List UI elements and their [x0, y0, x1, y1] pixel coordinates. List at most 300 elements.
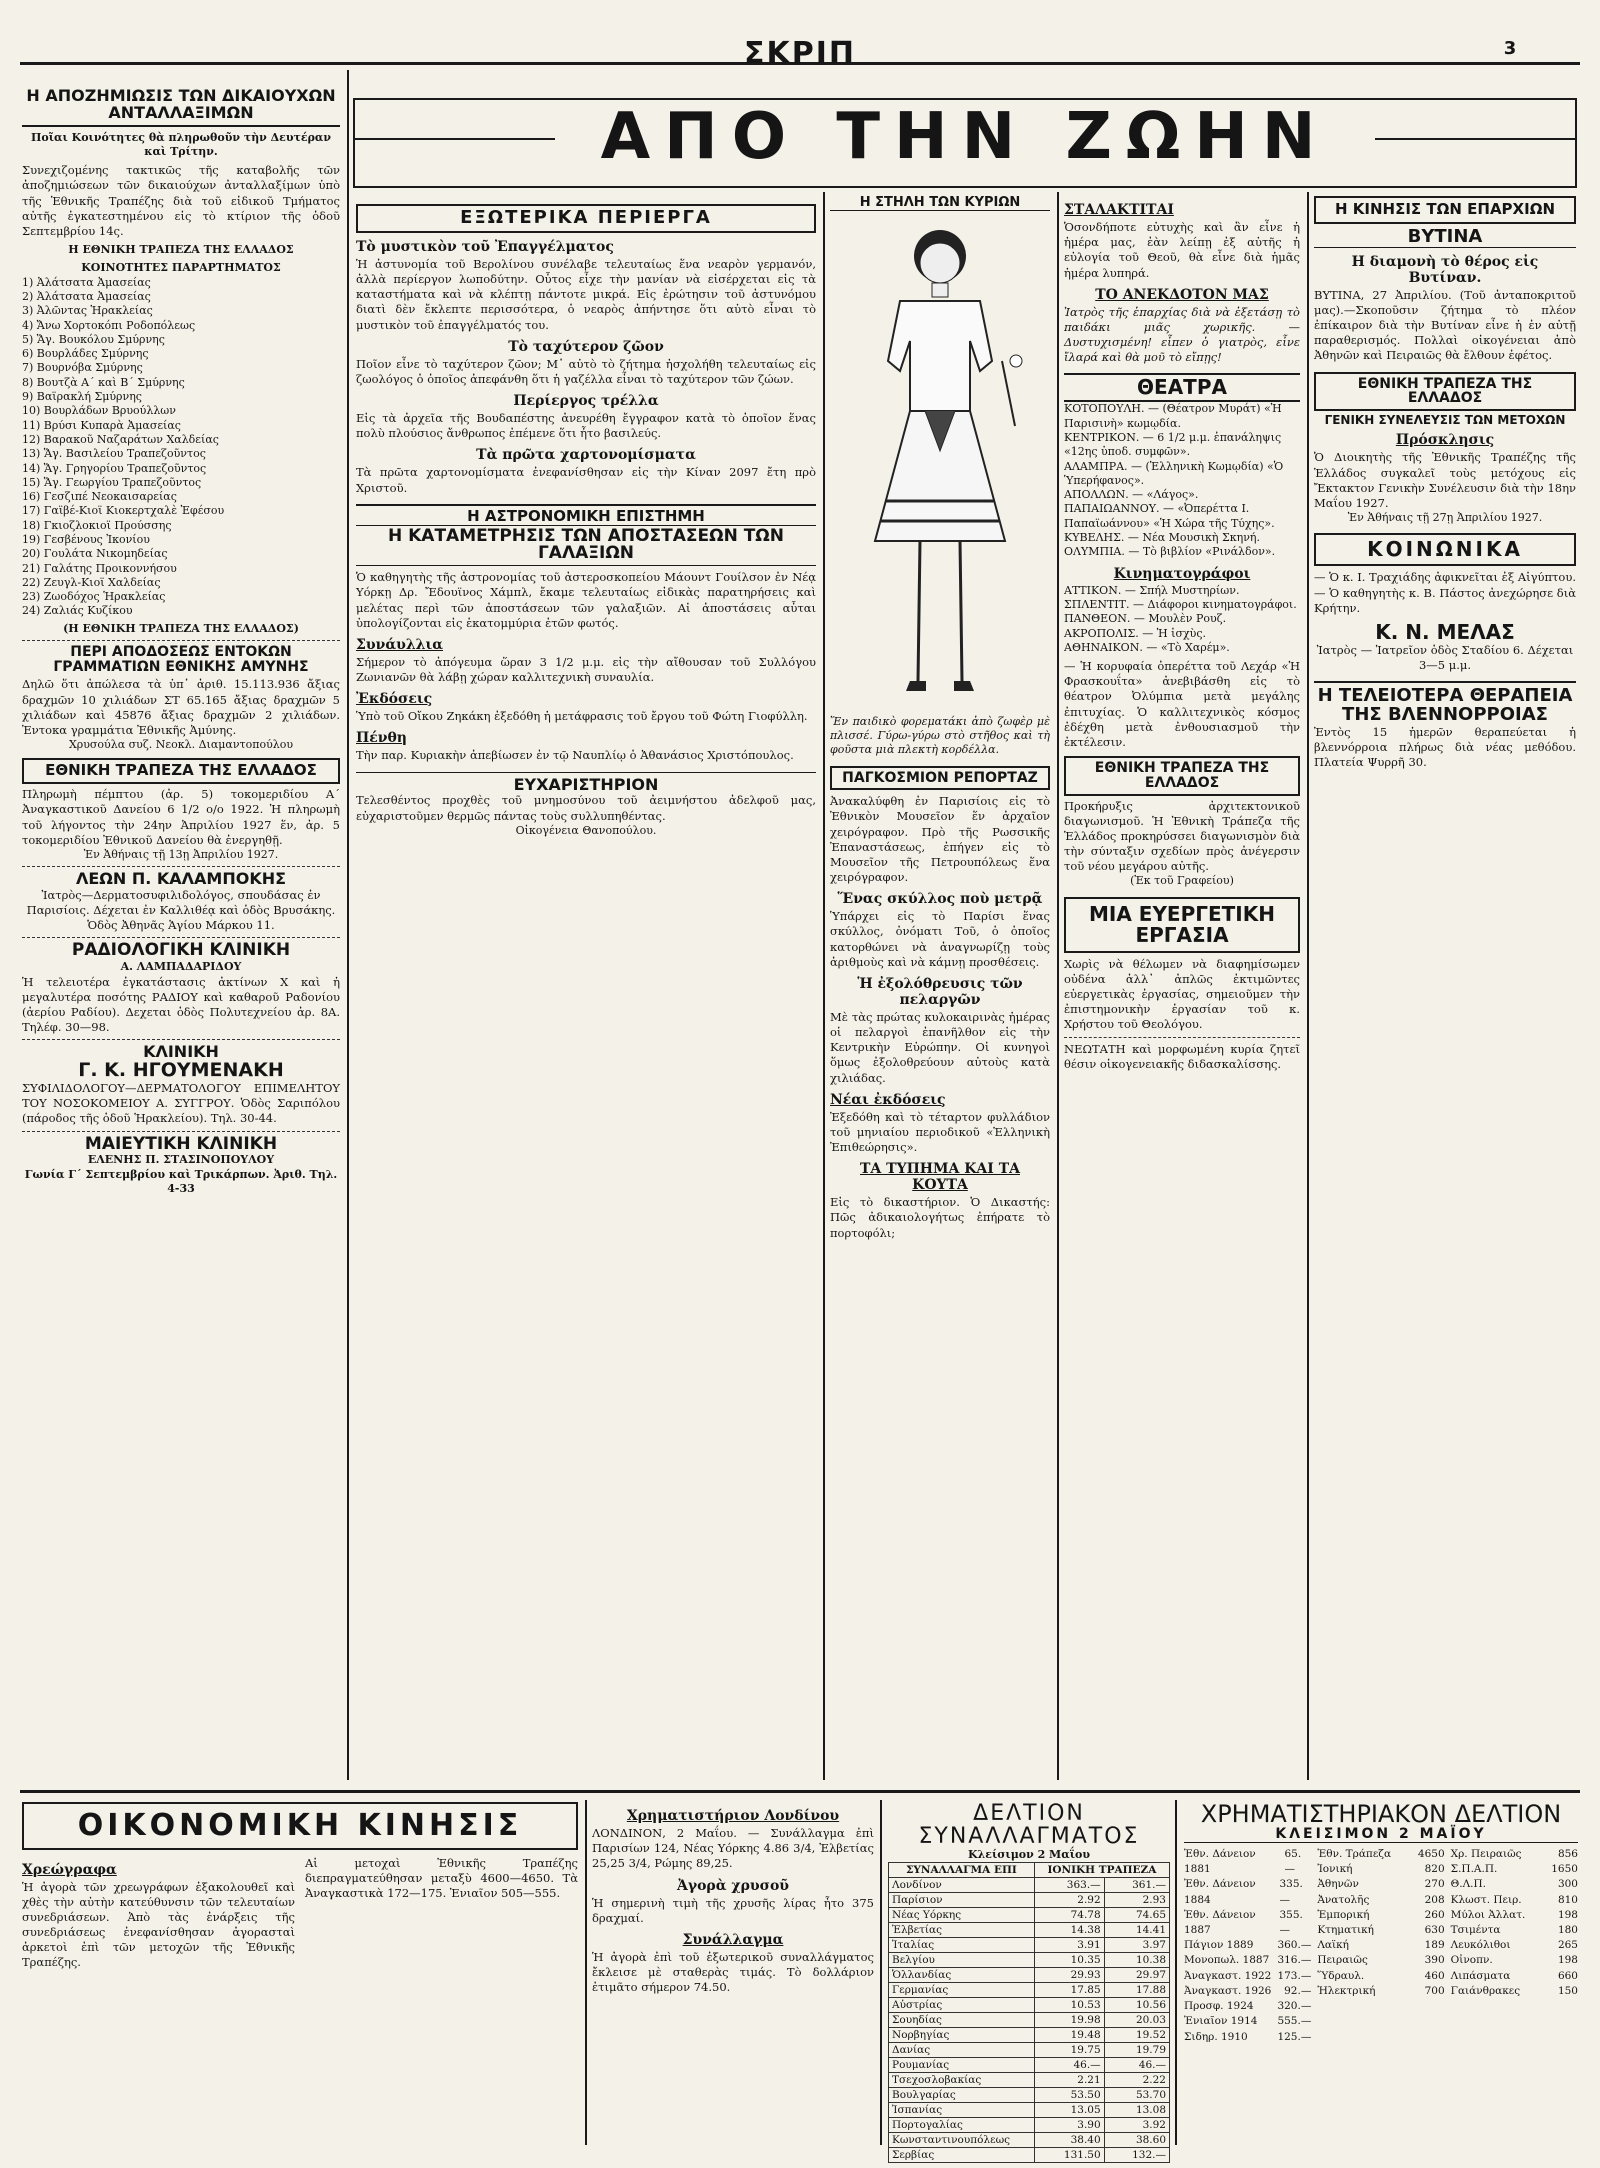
community-item: 4) Ἄνω Χορτοκόπι Ροδοπόλεως	[22, 318, 196, 332]
community-item: 3) Ἀλῶντας Ἡρακλείας	[22, 304, 153, 318]
dress-caption: Ἕν παιδικὸ φορεματάκι ἀπὸ ζωφὲρ μὲ πλισσέ. Γύρω-γύρω στὸ στῆθος καὶ τὴ φοῦστα μιὰ πλεκτὴ κορδέλλα.	[830, 714, 1050, 757]
stock-name: Ἀνατολῆς	[1317, 1893, 1370, 1906]
theatre-item: ΚΟΤΟΠΟΥΛΗ. — (Θέατρον Μυράτ) «Ἡ Παρισινὴ» κωμῳδία.	[1064, 402, 1282, 430]
theatres-list	[1064, 402, 1300, 559]
stock-price: 173.—	[1277, 1969, 1312, 1982]
fx-rate: 29.97	[1104, 1968, 1169, 1983]
jokes-title: ΤΑ ΤΥΠΗΜΑ ΚΑΙ ΤΑ ΚΟΥΤΑ	[860, 1161, 1020, 1194]
fx-currency: Ρουμανίας	[889, 2058, 1035, 2073]
fx-rate: 13.05	[1034, 2103, 1104, 2118]
stock-price: 316.—	[1277, 1954, 1312, 1967]
stock-name: Σ.Π.Α.Π.	[1450, 1863, 1498, 1876]
fx-currency: Τσεχοσλοβακίας	[889, 2073, 1035, 2088]
stock-name: Ἐθν. Δάνειον 1881	[1184, 1847, 1256, 1876]
curiosity-3-title: Περίεργος τρέλλα	[513, 393, 659, 410]
bottom-section-rule	[20, 1790, 1580, 1793]
fx-col-bank: ΙΟΝΙΚΗ ΤΡΑΠΕΖΑ	[1034, 1863, 1169, 1878]
stock-column	[1451, 1847, 1578, 2045]
radiology-clinic-title: ΡΑΔΙΟΛΟΓΙΚΗ ΚΛΙΝΙΚΗ	[71, 940, 291, 961]
communities-list	[22, 276, 340, 619]
fx-row	[889, 2118, 1170, 2133]
community-item: 24) Ζαλιάς Κυζίκου	[22, 604, 133, 618]
banner-line-right	[1375, 138, 1575, 140]
fx-row	[889, 2058, 1170, 2073]
curiosity-2-text: Ποῖον εἶνε τὸ ταχύτερον ζῶον; Μ᾽ αὐτὸ τὸ ζήτημα ἠσχολήθη τελευταίως εἰς ζωολόγος ὁ ὁποῖος ἀπεφάνθη ὅτι ἡ γαζέλλα εἶναι τὸ ταχύτερον τῶν ζώων.	[356, 356, 816, 386]
stock-price: 555.—	[1277, 2015, 1312, 2028]
fx-row	[889, 2133, 1170, 2148]
fx-row	[889, 1893, 1170, 1908]
stock-row	[1451, 1984, 1578, 1999]
fx-rate: 132.—	[1104, 2148, 1169, 2163]
fx-rate: 10.53	[1034, 1998, 1104, 2013]
fx-rate: 17.88	[1104, 1983, 1169, 1998]
bottom-rule-3	[1175, 1800, 1177, 2145]
fx-row	[889, 1998, 1170, 2013]
col-rule-4	[1307, 192, 1309, 1780]
world-report-heading: ΠΑΓΚΟΣΜΙΟΝ ΡΕΠΟΡΤΑΖ	[830, 766, 1050, 791]
stock-name: Κλωστ. Πειρ.	[1450, 1893, 1522, 1906]
stock-subheading: ΚΛΕΙΣΙΜΟΝ 2 ΜΑΪΟΥ	[1184, 1827, 1578, 1843]
community-item: 1) Ἀλάτσατα Ἀμασείας	[22, 275, 151, 289]
stalactites-text: Ὁσονδήποτε εὐτυχὴς καὶ ἂν εἶνε ἡ ἡμέρα μας, ἐὰν λείπῃ ἐξ αὐτῆς ἡ εὐλογία τοῦ Θεοῦ, θὰ εἶνε διὰ ἡμᾶς ἡμέρα λυπηρά.	[1064, 220, 1300, 280]
fx-rate: 14.38	[1034, 1923, 1104, 1938]
concerts-title: Συνάυλλια	[356, 636, 443, 653]
stock-price: 208	[1424, 1893, 1445, 1906]
shareholders-meeting-heading: ΓΕΝΙΚΗ ΣΥΝΕΛΕΥΣΙΣ ΤΩΝ ΜΕΤΟΧΩΝ	[1324, 412, 1566, 427]
fx-currency: Νέας Υόρκης	[889, 1908, 1035, 1923]
stock-row	[1451, 1877, 1578, 1892]
cinemas-list	[1064, 584, 1300, 655]
curiosity-2-title: Τὸ ταχύτερον ζῶον	[508, 338, 664, 355]
stock-row	[1184, 1953, 1311, 1968]
stock-name: Ἐθν. Τράπεζα	[1317, 1847, 1392, 1860]
column-1	[22, 88, 340, 1196]
thanks-heading: ΕΥΧΑΡΙΣΤΗΡΙΟΝ	[356, 772, 816, 794]
life-banner	[353, 98, 1577, 188]
theatres-heading: ΘΕΑΤΡΑ	[1064, 373, 1300, 402]
stock-row	[1317, 1877, 1444, 1892]
fx-rate: 10.38	[1104, 1953, 1169, 1968]
stock-heading: ΧΡΗΜΑΤΙΣΤΗΡΙΑΚΟΝ ΔΕΛΤΙΟΝ	[1200, 1800, 1562, 1828]
fx-rate: 20.03	[1104, 2013, 1169, 2028]
radiology-clinic-text: Ἡ τελειοτέρα ἐγκατάστασις ἀκτίνων Χ καὶ ἡ μεγαλυτέρα ποσότης ΡΑΔΙΟΥ καὶ καθαροῦ Ραδονίου (ἀερίου Ραδίου). Δεχεται ὁδὸς Πολυτεχνείου ἀρ. 8Α. Τηλέφ. 30—98.	[22, 974, 340, 1035]
community-item: 16) Γεσζιπέ Νεοκαισαρείας	[22, 490, 177, 504]
stock-price: 300	[1557, 1878, 1578, 1891]
fx-rate: 19.75	[1034, 2043, 1104, 2058]
stock-price: 360.—	[1277, 1939, 1312, 1952]
stock-row	[1317, 1908, 1444, 1923]
stock-column	[1317, 1847, 1444, 2045]
fx-currency: Ἐλβετίας	[889, 1923, 1035, 1938]
fx-currency: Κωνσταντινουπόλεως	[889, 2133, 1035, 2148]
fx-rate: 131.50	[1034, 2148, 1104, 2163]
tutor-ad-text: ΝΕΩΤΑΤΗ καὶ μορφωμένη κυρία ζητεῖ θέσιν οἰκογενειακῆς διδασκαλίσσης.	[1064, 1041, 1300, 1071]
fx-rate: 13.08	[1104, 2103, 1169, 2118]
column-4	[1064, 196, 1300, 1072]
fx-row	[889, 1983, 1170, 1998]
stock-price: 335.—	[1279, 1878, 1303, 1906]
london-exchange-title: Χρηματιστήριον Λονδίνου	[626, 1808, 840, 1824]
exchange-text: Ἡ ἀγορὰ ἐπὶ τοῦ ἐξωτερικοῦ συναλλάγματος ἔκλεισε μὲ σταθερὰς τιμάς. Τὸ δολλάριον ἐτιμᾶτο σήμερον 74.50.	[592, 1949, 874, 1995]
bottom-rule-2	[880, 1800, 882, 2145]
stock-row	[1451, 1969, 1578, 1984]
stock-price: 65.—	[1284, 1847, 1302, 1876]
galaxies-text: Ὁ καθηγητὴς τῆς ἀστρονομίας τοῦ ἀστεροσκοπείου Μάουντ Γουίλσον ἐν Νέᾳ Υόρκῃ Δρ. Ἔδουϊνος Χάμπλ, ἔκαμε τελευταίως εἰδικὰς παρατηρήσεις καὶ μελέτας περὶ τῶν ἀποστάσεων τῶν γαλαξιῶν. Αἱ ἀποστάσεις αὗται ὑπολογίζονται εἰς ἑκατομμύρια ἐτῶν φωτός.	[356, 570, 816, 630]
maternity-clinic-name: ΕΛΕΝΗΣ Π. ΣΤΑΣΙΝΟΠΟΥΛΟΥ	[87, 1153, 275, 1167]
stock-row	[1451, 1938, 1578, 1953]
cinema-item: ΑΘΗΝΑΙΚΟΝ. — «Τὸ Χαρέμ».	[1064, 640, 1230, 654]
stock-name: Ἐθν. Δάνειον 1884	[1184, 1878, 1256, 1906]
stalactites-heading: ΣΤΑΛΑΚΤΙΤΑΙ	[1064, 202, 1174, 218]
theatre-item: ΚΕΝΤΡΙΚΟΝ. — 6 1/2 μ.μ. ἐπανάληψις «12ης ὑποδ. συμφῶν».	[1064, 430, 1282, 459]
stock-row	[1317, 1938, 1444, 1953]
national-bank-heading: ΕΘΝΙΚΗ ΤΡΑΠΕΖΑ ΤΗΣ ΕΛΛΑΔΟΣ	[22, 758, 340, 784]
economic-section	[22, 1802, 578, 1971]
theatre-item: ΑΠΟΛΛΩΝ. — «Λάγος».	[1064, 488, 1199, 502]
stock-row	[1184, 1908, 1311, 1938]
vytina-subheading: Η διαμονὴ τὸ θέρος εἰς Βυτίναν.	[1351, 253, 1539, 286]
stock-price: 260	[1424, 1908, 1445, 1921]
fx-currency: Παρίσιον	[889, 1893, 1035, 1908]
community-item: 6) Βουρλάδες Σμύρνης	[22, 347, 149, 361]
community-item: 22) Ζευγλ-Κιοϊ Χαλδείας	[22, 575, 161, 589]
mourning-text: Τὴν παρ. Κυριακὴν ἀπεβίωσεν ἐν τῷ Ναυπλίῳ ὁ Ἀθανάσιος Χριστόπουλος.	[356, 748, 794, 763]
jokes-text: Εἰς τὸ δικαστήριον. Ὁ Δικαστής: Πῶς ἀδικαιολογήτως ἐπήρατε τὸ πορτοφόλι;	[830, 1195, 1050, 1240]
fx-rate: 361.—	[1104, 1878, 1169, 1893]
invitation-heading: Πρόσκλησις	[1395, 432, 1495, 449]
stock-price: 265	[1557, 1939, 1578, 1952]
stock-row	[1317, 1862, 1444, 1877]
stock-name: Πειραιῶς	[1317, 1954, 1368, 1967]
counting-dog-text: Ὑπάρχει εἰς τὸ Παρίσι ἕνας σκύλλος, ὀνόματι Τοῦ, ὁ ὁποῖος κατορθώνει νὰ ἀναγνωρίζῃ τοὺς ἀριθμοὺς καὶ νὰ κάμνῃ προσθέσεις.	[830, 909, 1050, 969]
national-bank-tender-sign: (Ἐκ τοῦ Γραφείου)	[1130, 874, 1234, 888]
cinemas-heading: Κινηματογράφοι	[1113, 565, 1251, 582]
cinema-item: ΣΠΛΕΝΤΙΤ. — Διάφοροι κινηματογράφοι.	[1064, 597, 1297, 611]
astronomy-heading: Η ΑΣΤΡΟΝΟΜΙΚΗ ΕΠΙΣΤΗΜΗ	[467, 506, 705, 525]
gonorrhea-treatment-text: Ἐντὸς 15 ἡμερῶν θεραπεύεται ἡ βλεννόρροια πλήρως διὰ νέας μεθόδου. Πλατεία Ψυρρῆ 30.	[1314, 725, 1576, 770]
clinic-hegoumenaki-name: Γ. Κ. ΗΓΟΥΜΕΝΑΚΗ	[78, 1059, 284, 1082]
economic-heading: ΟΙΚΟΝΟΜΙΚΗ ΚΙΝΗΣΙΣ	[22, 1802, 578, 1850]
fx-currency: Σουηδίας	[889, 2013, 1035, 2028]
concerts-text: Σήμερον τὸ ἀπόγευμα ὥραν 3 1/2 μ.μ. εἰς τὴν αἴθουσαν τοῦ Συλλόγου Ζωνιανῶν θὰ λάβῃ χώραν καλλιτεχνικὴ συναυλία.	[356, 654, 816, 685]
clinic-hegoumenaki-text: ΣΥΦΙΛΙΔΟΛΟΓΟΥ—ΔΕΡΜΑΤΟΛΟΓΟΥ ΕΠΙΜΕΛΗΤΟΥ ΤΟΥ ΝΟΣΟΚΟΜΕΙΟΥ Α. ΣΥΓΓΡΟΥ. Ὁδὸς Σαριπόλου (πάροδος τῆς ὁδοῦ Ἡρακλείου). Τηλ. 30-44.	[22, 1081, 340, 1126]
community-item: 20) Γουλάτα Νικομηδείας	[22, 547, 168, 561]
fx-row	[889, 2043, 1170, 2058]
bonds-text: Δηλῶ ὅτι ἀπώλεσα τὰ ὑπ᾽ ἀριθ. 15.113.936 ἄξιας δραχμῶν 10 χιλιάδων ΣΤ 65.165 ἄξιας δραχμῶν 5 χιλιάδων καὶ 45876 ἄξιας δραχμῶν 2 χιλιάδων. Ἐντοκα γραμμάτια Ἐθνικῆς Ἀμύνης.	[22, 677, 340, 737]
stock-name: Πάγιον 1889	[1184, 1939, 1254, 1952]
fx-rate: 46.—	[1034, 2058, 1104, 2073]
theatre-item: ΠΑΠΑΙΩΑΝΝΟΥ. — «Ὀπερέττα Ι. Παπαϊωάννου» «Ἡ Χώρα τῆς Τύχης».	[1064, 502, 1275, 530]
cinema-item: ΑΤΤΙΚΟΝ. — Σπήλ Μυστηρίων.	[1064, 583, 1240, 597]
anecdote-text: Ἰατρὸς τῆς ἐπαρχίας διὰ νὰ ἐξετάσῃ τὸ παιδάκι μιᾶς χωρικῆς. — Δυστυχισμένη! εἶπεν ὁ γιατρὸς, εἶνε ἴλαρά καὶ θὰ μοῦ τὸ εἴπῃς!	[1064, 304, 1300, 365]
stock-name: Κτηματική	[1317, 1923, 1374, 1936]
fx-currency: Βελγίου	[889, 1953, 1035, 1968]
radiology-clinic-name: Α. ΛΑΜΠΑΔΑΡΙΔΟΥ	[120, 960, 242, 974]
fx-rate: 2.92	[1034, 1893, 1104, 1908]
fx-rate: 10.56	[1104, 1998, 1169, 2013]
gold-title: Ἀγορὰ χρυσοῦ	[676, 1877, 789, 1894]
stock-column	[1184, 1847, 1311, 2045]
maternity-clinic-text: Γωνία Γ΄ Σεπτεμβρίου καὶ Τρικάρπων. Ἀριθ. Τηλ. 4-33	[24, 1167, 338, 1195]
stock-price: 92.—	[1284, 1984, 1312, 1997]
national-bank-tender-heading: ΕΘΝΙΚΗ ΤΡΑΠΕΖΑ ΤΗΣ ΕΛΛΑΔΟΣ	[1064, 756, 1300, 795]
stock-name: Θ.Λ.Π.	[1450, 1878, 1487, 1891]
bottom-rule-1	[585, 1800, 587, 2145]
gonorrhea-treatment-heading: Η ΤΕΛΕΙΟΤΕΡΑ ΘΕΡΑΠΕΙΑ ΤΗΣ ΒΛΕΝΝΟΡΡΟΙΑΣ	[1314, 681, 1576, 725]
stock-price: 355.—	[1279, 1908, 1303, 1936]
stock-row	[1451, 1847, 1578, 1862]
new-editions-text: Ἐξεδόθη καὶ τὸ τέταρτον φυλλάδιον τοῦ μηνιαίου περιοδικοῦ «Ἑλληνικὴ Ἐπιθεώρησις».	[830, 1109, 1050, 1155]
maternity-clinic-title: ΜΑΙΕΥΤΙΚΗ ΚΛΙΝΙΚΗ	[84, 1133, 278, 1154]
securities-title: Χρεώγραφα	[22, 1861, 117, 1878]
stock-price: 180	[1557, 1923, 1578, 1936]
stock-name: Ἀθηνῶν	[1317, 1878, 1359, 1891]
column-2	[356, 204, 816, 838]
community-item: 11) Βρύσι Κυπαρὰ Ἀμασείας	[22, 418, 181, 432]
stock-name: Προσφ. 1924	[1184, 2000, 1254, 2013]
provinces-heading: Η ΚΙΝΗΣΙΣ ΤΩΝ ΕΠΑΡΧΙΩΝ	[1314, 196, 1576, 224]
stock-row	[1317, 1923, 1444, 1938]
thanks-text: Τελεσθέντος προχθὲς τοῦ μνημοσύνου τοῦ ἀειμνήστου ἀδελφοῦ μας, εὐχαριστοῦμεν θερμῶς πάντας τοὺς συλλυπηθέντας.	[356, 793, 816, 823]
community-item: 8) Βουτζὰ Α΄ καὶ Β΄ Σμύρνης	[22, 375, 185, 389]
fx-rate: 17.85	[1034, 1983, 1104, 1998]
fx-currency: Ἰσπανίας	[889, 2103, 1035, 2118]
stock-name: Ὕδραυλ.	[1317, 1969, 1365, 1982]
theatre-item: ΑΛΑΜΠΡΑ. — (Ἑλληνικὴ Κωμῳδία) «Ὁ Ὑπερήφανος».	[1064, 459, 1284, 487]
fx-rate: 3.91	[1034, 1938, 1104, 1953]
fx-rate: 19.52	[1104, 2028, 1169, 2043]
doctor-kalampokis-name: ΛΕΩΝ Π. ΚΑΛΑΜΠΟΚΗΣ	[75, 869, 287, 889]
cinema-item: ΑΚΡΟΠΟΛΙΣ. — Ἡ ἰσχὺς.	[1064, 626, 1206, 640]
curiosity-1-title: Τὸ μυστικὸν τοῦ Ἐπαγγέλματος	[356, 238, 614, 255]
fx-row	[889, 2028, 1170, 2043]
community-item: 10) Βουρλάδων Βρυούλλων	[22, 404, 176, 418]
stock-row	[1317, 1969, 1444, 1984]
fx-row	[889, 1938, 1170, 1953]
clinic-hegoumenaki-title: ΚΛΙΝΙΚΗ	[143, 1042, 219, 1062]
securities-text: Ἡ ἀγορὰ τῶν χρεωγράφων ἐξακολουθεῖ καὶ χθὲς τὴν αὐτὴν κατεύθυνσιν τῶν τελευταίων συνεδριάσεων. Ἀπὸ τὰς ἐνάρξεις τῆς συνεδριάσεως ἐνεφανίσθησαν ἀγορασταὶ ἀρκετοὶ ἐπὶ τῶν μετοχῶν τῆς Ἐθνικῆς Τραπέζης.	[22, 1879, 295, 1970]
fx-rate: 46.—	[1104, 2058, 1169, 2073]
stock-price: 700	[1424, 1984, 1445, 1997]
community-item: 7) Βουρνόβα Σμύρνης	[22, 361, 143, 375]
stock-row	[1184, 1847, 1311, 1877]
fx-rate: 3.92	[1104, 2118, 1169, 2133]
storks-title: Ἡ ἐξολόθρευσις τῶν πελαργῶν	[857, 975, 1023, 1008]
stock-row	[1184, 1999, 1311, 2014]
community-item: 9) Βαϊρακλή Σμύρνης	[22, 390, 142, 404]
fx-currency: Βουλγαρίας	[889, 2088, 1035, 2103]
fx-currency: Πορτογαλίας	[889, 2118, 1035, 2133]
national-bank-text: Πληρωμὴ πέμπτου (ἀρ. 5) τοκομεριδίου Α΄ Ἀναγκαστικοῦ Δανείου 6 1/2 ο/ο 1922. Ἡ πληρωμὴ τοῦ λήγοντος τὴν 24ην Ἀπριλίου 1927 ἕν, ἀρ. 5 τοκομεριδίου Ἐθνικοῦ Δανείου θὰ ἐνεργηθῇ.	[22, 787, 340, 847]
stock-row	[1451, 1893, 1578, 1908]
invitation-date: Ἐν Ἀθήναις τῇ 27ῃ Ἀπριλίου 1927.	[1347, 511, 1543, 525]
stock-row	[1317, 1847, 1444, 1862]
theatre-item: ΟΛΥΜΠΙΑ. — Τὸ βιβλίον «Ρινάλδον».	[1064, 545, 1276, 559]
stock-price: 856	[1557, 1847, 1578, 1860]
bonds-signature: Χρυσούλα συζ. Νεοκλ. Διαμαντοπούλου	[68, 738, 294, 752]
storks-text: Μὲ τὰς πρώτας κυλοκαιρινὰς ἡμέρας οἱ πελαργοὶ ἐπανῆλθον εἰς τὴν Κεντρικὴν Εὐρώπην. Οἱ κυνηγοὶ ὅμως ἐξολοθρεύουν αὐτοὺς κατὰ χιλιάδας.	[830, 1009, 1050, 1085]
fx-rate: 74.78	[1034, 1908, 1104, 1923]
stock-name: Ἐνιαῖον 1914	[1184, 2015, 1258, 2028]
stock-row	[1184, 1877, 1311, 1907]
stock-row	[1184, 2014, 1311, 2029]
fx-rate: 2.21	[1034, 2073, 1104, 2088]
fx-rate: 363.—	[1034, 1878, 1104, 1893]
column-3	[830, 196, 1050, 1241]
fx-rate: 19.98	[1034, 2013, 1104, 2028]
fx-currency: Δανίας	[889, 2043, 1035, 2058]
fx-col-place: ΣΥΝΑΛΛΑΓΜΑ ΕΠΙ	[889, 1863, 1035, 1878]
community-item: 14) Ἅγ. Γρηγορίου Τραπεζοῦντος	[22, 461, 207, 475]
community-item: 19) Γεσβένους Ἰκονίου	[22, 532, 150, 546]
fx-currency: Νορβηγίας	[889, 2028, 1035, 2043]
fx-row	[889, 2148, 1170, 2163]
stock-row	[1451, 1923, 1578, 1938]
galaxies-heading: Η ΚΑΤΑΜΕΤΡΗΣΙΣ ΤΩΝ ΑΠΟΣΤΑΣΕΩΝ ΤΩΝ ΓΑΛΑΞΙΩΝ	[356, 525, 816, 567]
world-report-text: Ἀνακαλύφθη ἐν Παρισίοις εἰς τὸ Ἐθνικὸν Μουσεῖον ἕν ἀρχαῖον χειρόγραφον. Πρὸ τῆς Ρωσσικῆς Ἐπαναστάσεως, ἐπήγεν εἰς τὸ Μουσεῖον τῆς Πετρουπόλεως ἕνα χειρόγραφον.	[830, 794, 1050, 885]
community-item: 23) Ζωοδόχος Ἡρακλείας	[22, 590, 166, 604]
invitation-text: Ὁ Διοικητὴς τῆς Ἐθνικῆς Τραπέζης τῆς Ἑλλάδος συγκαλεῖ τοὺς μετόχους εἰς Ἔκτακτον Γενικὴν Συνέλευσιν διὰ τὴν 18ην Μαΐου 1927.	[1314, 450, 1576, 510]
compensation-intro: Συνεχιζομένης τακτικῶς τῆς καταβολῆς τῶν ἀποζημιώσεων τῶν δικαιούχων ἀνταλλαξίμων ὑπὸ τῆς Ἐθνικῆς Τραπέζης διὰ τοῦ εἰδικοῦ Τμήματος αὐτῆς ἐγκατεστημένου εἰς τὸ κτίριον τῆς ὁδοῦ Σεπτεμβρίου 14ς.	[22, 163, 340, 238]
social-text: — Ὁ κ. Ι. Τραχιάδης ἀφικνεῖται ἐξ Αἰγύπτου. — Ὁ καθηγητὴς κ. Β. Πάστος ἀνεχώρησε διὰ Κρήτην.	[1314, 570, 1576, 615]
fx-rate: 2.22	[1104, 2073, 1169, 2088]
publications-text: Ὑπὸ τοῦ Οἴκου Ζηκάκη ἐξεδόθη ἡ μετάφρασις τοῦ ἔργου τοῦ Φώτη Γιοφύλλη.	[356, 709, 808, 724]
fx-row	[889, 1953, 1170, 1968]
fx-subheading: Κλείσιμον 2 Μαΐου	[968, 1848, 1090, 1862]
stock-name: Λιπάσματα	[1450, 1969, 1511, 1982]
fx-currency: Σερβίας	[889, 2148, 1035, 2163]
stock-row	[1451, 1862, 1578, 1877]
stock-name: Ἐθν. Δάνειον 1887	[1184, 1908, 1256, 1936]
stock-price: 1650	[1551, 1863, 1578, 1876]
page-title: ΣΚΡΙΠ	[744, 36, 856, 71]
compensation-footer: (Η ΕΘΝΙΚΗ ΤΡΑΠΕΖΑ ΤΗΣ ΕΛΛΑΔΟΣ)	[63, 621, 299, 635]
fx-currency: Ὁλλανδίας	[889, 1968, 1035, 1983]
column-5	[1314, 196, 1576, 771]
fx-rate: 38.60	[1104, 2133, 1169, 2148]
community-item: 17) Γαϊβέ-Κιοϊ Κιοκερτχαλὲ Ἐφέσου	[22, 504, 225, 518]
community-item: 15) Ἅγ. Γεωργίου Τραπεζοῦντος	[22, 475, 202, 489]
fx-rate: 38.40	[1034, 2133, 1104, 2148]
social-heading: ΚΟΙΝΩΝΙΚΑ	[1314, 533, 1576, 566]
bonds-heading: ΠΕΡΙ ΑΠΟΔΟΣΕΩΣ ΕΝΤΟΚΩΝ ΓΡΑΜΜΑΤΙΩΝ ΕΘΝΙΚΗΣ ΑΜΥΝΗΣ	[53, 644, 309, 675]
dress-illustration	[830, 211, 1050, 711]
operetta-text: — Ἡ κορυφαία ὀπερέττα τοῦ Λεχάρ «Ἡ Φρασκουΐτα» ἀνεβιβάσθη εἰς τὸ θέατρον Ὀλύμπια μετὰ μεγάλης ἐπιτυχίας. Ὁ καλλιτεχνικὸς κόσμος ἐδέχθη μετὰ ἐνθουσιασμοῦ τὴν ἐκτέλεσιν.	[1064, 659, 1300, 749]
stock-section	[1184, 1802, 1578, 2045]
melas-ad-text: Ἰατρὸς — Ἰατρεῖον ὁδὸς Σταδίου 6. Δέχεται 3—5 μ.μ.	[1316, 642, 1574, 673]
foreign-curiosities-heading: ΕΞΩΤΕΡΙΚΑ ΠΕΡΙΕΡΓΑ	[356, 204, 816, 233]
stock-price: 125.—	[1277, 2030, 1312, 2043]
london-exchange-text: ΛΟΝΔΙΝΟΝ, 2 Μαΐου. — Συνάλλαγμα ἐπὶ Παρισίων 124, Νέας Υόρκης 4.86 3/4, Ἑλβετίας 25,25 3/4, Ρώμης 89,25.	[592, 1826, 874, 1871]
stock-price: 390	[1424, 1954, 1445, 1967]
shares-text: Αἱ μετοχαὶ Ἐθνικῆς Τραπέζης διεπραγματεύθησαν μεταξὺ 4600—4650. Τὰ Ἀναγκαστικὰ 172—175. Ἐνιαῖον 505—555.	[305, 1855, 578, 1900]
fx-rate: 29.93	[1034, 1968, 1104, 1983]
stock-row	[1184, 2030, 1311, 2045]
stock-columns	[1184, 1847, 1578, 2045]
cinema-item: ΠΑΝΘΕΟΝ. — Μουλὲν Ρουζ.	[1064, 612, 1227, 626]
curiosity-4-text: Τὰ πρῶτα χαρτονομίσματα ἐνεφανίσθησαν εἰς τὴν Κίναν 2097 ἔτη πρὸ Χριστοῦ.	[356, 465, 816, 495]
fx-heading: ΔΕΛΤΙΟΝ ΣΥΝΑΛΛΑΓΜΑΤΟΣ	[918, 1801, 1140, 1850]
stock-name: Γαιάνθρακες	[1450, 1984, 1521, 1997]
col-rule-2	[823, 192, 825, 1780]
banner-title: ΑΠΟ ΤΗΝ ΖΩΗΝ	[600, 100, 1330, 174]
stock-name: Σιδηρ. 1910	[1184, 2030, 1248, 2043]
stock-row	[1184, 1969, 1311, 1984]
stock-row	[1317, 1893, 1444, 1908]
stock-row	[1184, 1984, 1311, 1999]
compensation-heading: Η ΑΠΟΖΗΜΙΩΣΙΣ ΤΩΝ ΔΙΚΑΙΟΥΧΩΝ ΑΝΤΑΛΛΑΞΙΜΩΝ	[22, 88, 340, 127]
community-item: 2) Ἀλάτσατα Ἀμασείας	[22, 289, 151, 303]
gold-text: Ἡ σημερινὴ τιμὴ τῆς χρυσῆς λίρας ἦτο 375 δραχμαί.	[592, 1895, 874, 1925]
stock-price: 189	[1424, 1939, 1445, 1952]
stock-price: 810	[1557, 1893, 1578, 1906]
stock-price: 150	[1557, 1984, 1578, 1997]
stock-price: 4650	[1417, 1847, 1445, 1860]
fx-rate: 53.70	[1104, 2088, 1169, 2103]
fx-table	[888, 1862, 1170, 2163]
fx-rate: 19.79	[1104, 2043, 1169, 2058]
stock-price: 820	[1424, 1863, 1445, 1876]
stock-price: 198	[1557, 1908, 1578, 1921]
col-rule-3	[1057, 192, 1059, 1780]
fx-section	[888, 1802, 1170, 2163]
fx-currency: Ἰταλίας	[889, 1938, 1035, 1953]
fx-rate: 53.50	[1034, 2088, 1104, 2103]
counting-dog-title: Ἕνας σκύλλος ποὺ μετρᾷ	[837, 891, 1043, 908]
fx-rate: 19.48	[1034, 2028, 1104, 2043]
compensation-subheading: Ποῖαι Κοινότητες θὰ πληρωθοῦν τὴν Δευτέραν καὶ Τρίτην.	[30, 130, 332, 158]
stock-row	[1451, 1908, 1578, 1923]
theatre-item: ΚΥΒΕΛΗΣ. — Νέα Μουσικὴ Σκηνή.	[1064, 531, 1261, 545]
page-number: 3	[1503, 38, 1517, 59]
fx-rate: 3.97	[1104, 1938, 1169, 1953]
stock-name: Ἐμπορική	[1317, 1908, 1370, 1921]
fx-row	[889, 2103, 1170, 2118]
community-item: 18) Γκιοζλοκιοϊ Προύσσης	[22, 518, 172, 532]
curiosity-1-text: Ἡ ἀστυνομία τοῦ Βερολίνου συνέλαβε τελευταίως ἕνα νεαρὸν γερμανόν, ἀλλὰ περίεργον λωποδύτην. Οὗτος εἶχε τὴν μανίαν νὰ εἰσέρχεται εἰς τὰ καταστήματα καὶ νὰ κλέπτῃ πάντοτε μικρά. Εἰς ἐρώτησιν τοῦ ἀστυνόμου διατὶ δὲν ἔκλεπτε περισσότερα, ὁ νεαρὸς ἀπήντησε ὅτι αὐτὸ εἶναι τὸ μυστικὸν τοῦ ἐπαγγέλματός του.	[356, 256, 816, 332]
stock-row	[1184, 1938, 1311, 1953]
community-item: 5) Ἅγ. Βουκόλου Σμύρνης	[22, 332, 165, 346]
fx-currency: Γερμανίας	[889, 1983, 1035, 1998]
stock-price: 198	[1557, 1954, 1578, 1967]
curiosity-4-title: Τὰ πρῶτα χαρτονομίσματα	[476, 447, 696, 464]
fx-rate: 74.65	[1104, 1908, 1169, 1923]
community-item: 13) Ἅγ. Βασιλείου Τραπεζοῦντος	[22, 447, 206, 461]
stock-price: 270	[1424, 1878, 1445, 1891]
new-editions-title: Νέαι ἐκδόσεις	[830, 1091, 946, 1108]
community-item: 21) Γαλάτης Προικοννήσου	[22, 561, 177, 575]
col-rule-1	[347, 70, 349, 1780]
beneficial-work-text: Χωρὶς νὰ θέλωμεν νὰ διαφημίσωμεν οὐδένα ἀλλ᾽ ἀπλῶς ἐκτιμῶντες εὐεργετικὰς ἐργασίας, σημειοῦμεν τὴν ἐπιστημονικὴν ἐργασίαν τοῦ κ. Χρήστου τοῦ Θεολόγου.	[1064, 956, 1300, 1032]
fx-currency: Αὐστρίας	[889, 1998, 1035, 2013]
mourning-title: Πένθη	[356, 730, 407, 747]
stock-name: Ἠλεκτρική	[1317, 1984, 1376, 1997]
vytina-heading: ΒΥΤΙΝΑ	[1314, 228, 1576, 248]
beneficial-work-heading: ΜΙΑ ΕΥΕΡΓΕΤΙΚΗ ΕΡΓΑΣΙΑ	[1064, 897, 1300, 953]
national-bank-date: Ἐν Ἀθήναις τῇ 13ῃ Ἀπριλίου 1927.	[83, 847, 279, 861]
fx-row	[889, 2013, 1170, 2028]
fx-rate: 3.90	[1034, 2118, 1104, 2133]
stock-name: Λαϊκή	[1317, 1939, 1349, 1952]
community-item: 12) Βαρακοῦ Ναζαράτων Χαλδείας	[22, 432, 219, 446]
national-bank-tender-text: Προκήρυξις ἀρχιτεκτονικοῦ διαγωνισμοῦ. Ἡ Ἐθνικὴ Τράπεζα τῆς Ἑλλάδος προκηρύσσει διαγωνισμὸν διὰ τὴν σύνταξιν σχεδίων πρὸς ἀνέγερσιν τοῦ νέου μεγάρου αὐτῆς.	[1064, 798, 1300, 874]
stock-name: Χρ. Πειραιῶς	[1450, 1847, 1522, 1860]
stock-price: 460	[1424, 1969, 1445, 1982]
stock-name: Λευκόλιθοι	[1450, 1939, 1511, 1952]
stock-name: Μονοπωλ. 1887	[1184, 1954, 1270, 1967]
stock-name: Τσιμέντα	[1450, 1923, 1501, 1936]
banner-line-left	[355, 138, 555, 140]
